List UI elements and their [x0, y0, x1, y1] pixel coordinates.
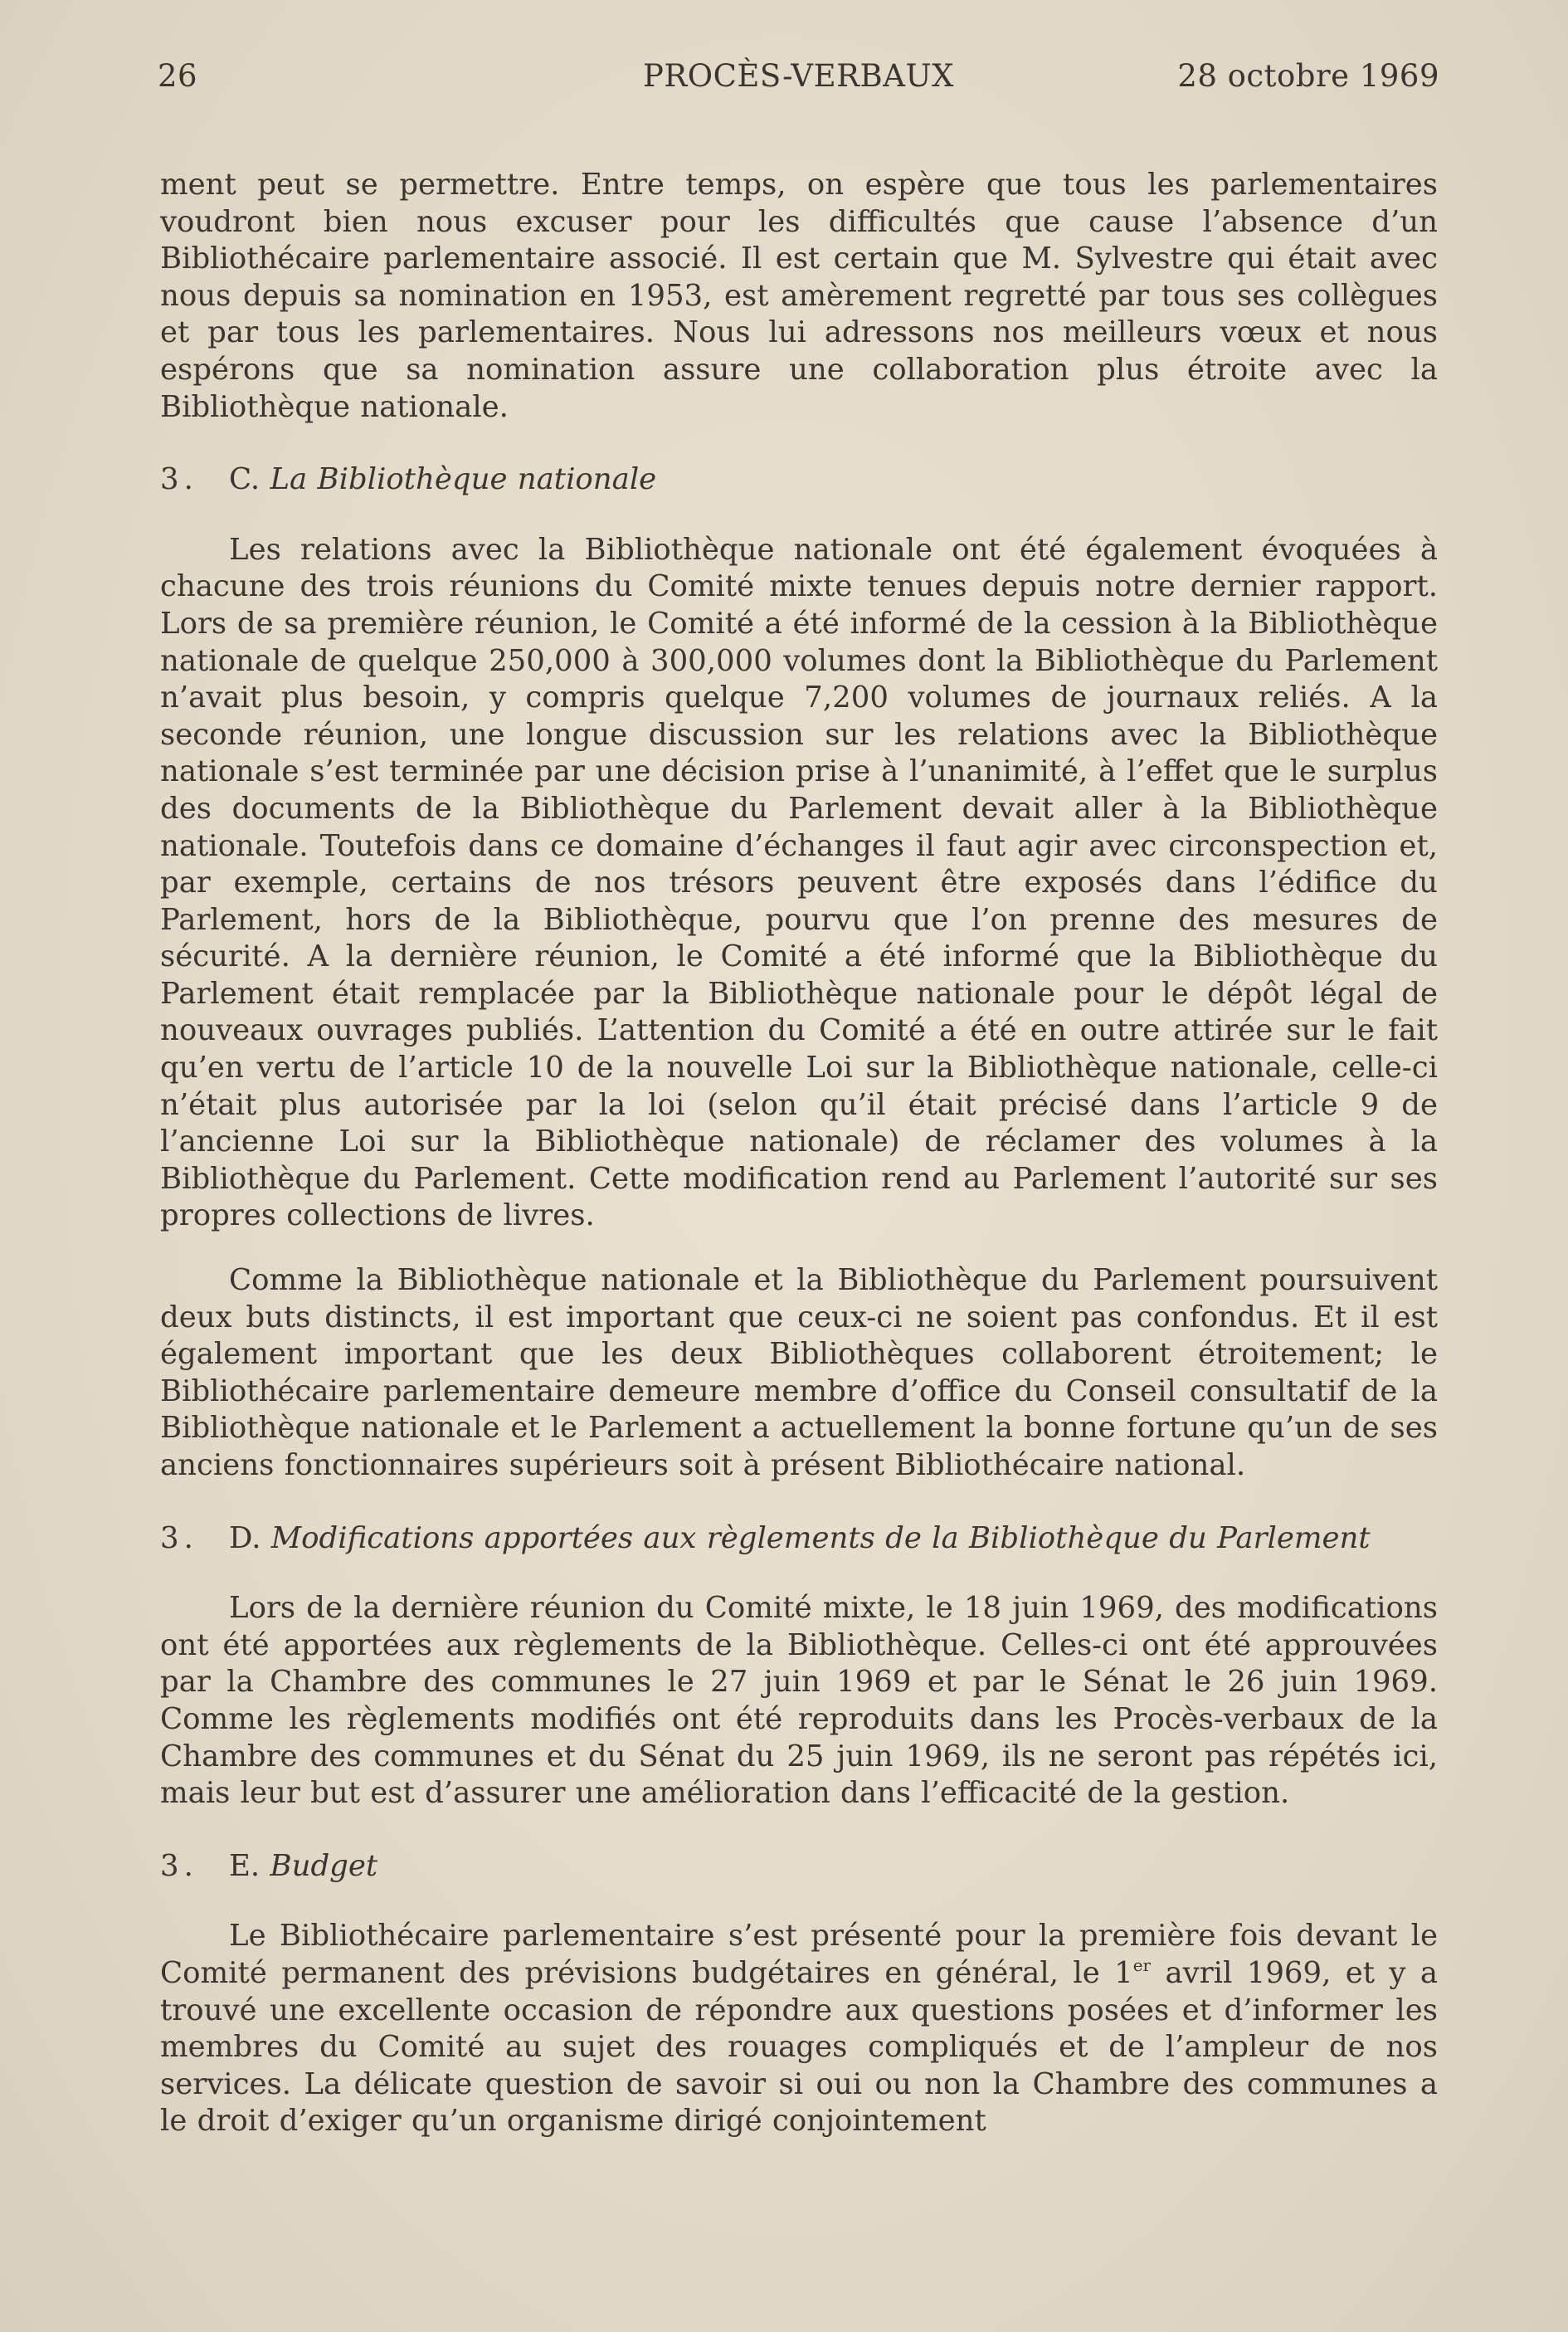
- section-number: 3.: [160, 1848, 198, 1883]
- superscript-ordinal: er: [1132, 1954, 1152, 1975]
- running-title: PROCÈS-VERBAUX: [643, 58, 954, 94]
- paragraph-text: avril 1969, et y a trouvé une excellente occasion de répondre aux questions posées et d’informer les membres du Comité au sujet des rouages compliqués et de l’ampleur de nos services. La délicate question de savoir si oui ou non la Chambre des communes a le droit d’exiger qu’un organisme dirigé conjointement: [160, 1955, 1438, 2139]
- section-title: Modifications apportées aux règlements de la Bibliothèque du Parlement: [270, 1520, 1371, 1555]
- paragraph-text: Le Bibliothécaire parlementaire s’est présenté pour la première fois devant le Comité permanent des prévisions budgétaires en général, le 1: [160, 1919, 1438, 1990]
- paragraph: Lors de la dernière réunion du Comité mixte, le 18 juin 1969, des modifications ont été apportées aux règlements de la Bibliothèque. Celles-ci ont été approuvées par la Chambre des communes le 27 juin 1969 et par le Sénat le 26 juin 1969. Comme les règlements modifiés ont été reproduits dans les Procès-verbaux de la Chambre des communes et du Sénat du 25 juin 1969, ils ne seront pas répétés ici, mais leur but est d’assurer une amélioration dans l’efficacité de la gestion.: [160, 1591, 1438, 1811]
- header-date: 28 octobre 1969: [1177, 58, 1439, 94]
- section-heading-c: [160, 461, 1438, 499]
- body-text: [160, 167, 1438, 2140]
- paragraph: Comme la Bibliothèque nationale et la Bibliothèque du Parlement poursuivent deux buts distincts, il est important que ceux-ci ne soient pas confondus. Et il est également important que les deux Bibliothèques collaborent étroitement; le Bibliothécaire parlementaire demeure membre d’office du Conseil consultatif de la Bibliothèque nationale et le Parlement a actuellement la bonne fortune qu’un de ses anciens fonctionnaires supérieurs soit à présent Bibliothécaire national.: [160, 1263, 1438, 1482]
- section-letter: C.: [229, 462, 261, 497]
- section-heading-d: [160, 1520, 1438, 1558]
- section-letter: D.: [229, 1520, 261, 1555]
- paragraph: [160, 1918, 1438, 2140]
- section-number: 3.: [160, 1520, 198, 1555]
- page-header: [158, 58, 1439, 100]
- section-number: 3.: [160, 462, 198, 497]
- paragraph-continued: ment peut se permettre. Entre temps, on espère que tous les parlementaires voudront bien nous excuser pour les difficultés que cause l’absence d’un Bibliothécaire parlementaire associé. Il est certain que M. Sylvestre qui était avec nous depuis sa nomination en 1953, est amèrement regretté par tous ses collègues et par tous les parlementaires. Nous lui adressons nos meilleurs vœux et nous espérons que sa nomination assure une collaboration plus étroite avec la Bibliothèque nationale.: [160, 168, 1438, 424]
- section-title: La Bibliothèque nationale: [270, 462, 657, 497]
- section-title: Budget: [270, 1848, 378, 1883]
- paragraph: Les relations avec la Bibliothèque nationale ont été également évoquées à chacune des trois réunions du Comité mixte tenues depuis notre dernier rapport. Lors de sa première réunion, le Comité a été informé de la cession à la Bibliothèque nationale de quelque 250,000 à 300,000 volumes dont la Bibliothèque du Parlement n’avait plus besoin, y compris quelque 7,200 volumes de journaux reliés. A la seconde réunion, une longue discussion sur les relations avec la Bibliothèque nationale s’est terminée par une décision prise à l’unanimité, à l’effet que le surplus des documents de la Bibliothèque du Parlement devait aller à la Bibliothèque nationale. Toutefois dans ce domaine d’échanges il faut agir avec circonspection et, par exemple, certains de nos trésors peuvent être exposés dans l’édifice du Parlement, hors de la Bibliothèque, pourvu que l’on prenne des mesures de sécurité. A la dernière réunion, le Comité a été informé que la Bibliothèque du Parlement était remplacée par la Bibliothèque nationale pour le dépôt légal de nouveaux ouvrages publiés. L’attention du Comité a été en outre attirée sur le fait qu’en vertu de l’article 10 de la nouvelle Loi sur la Bibliothèque nationale, celle-ci n’était plus autorisée par la loi (selon qu’il était précisé dans l’article 9 de l’ancienne Loi sur la Bibliothèque nationale) de réclamer des volumes à la Bibliothèque du Parlement. Cette modification rend au Parlement l’autorité sur ses propres collections de livres.: [160, 532, 1438, 1233]
- section-letter: E.: [229, 1848, 261, 1883]
- section-heading-e: [160, 1848, 1438, 1886]
- page-number: 26: [158, 58, 198, 94]
